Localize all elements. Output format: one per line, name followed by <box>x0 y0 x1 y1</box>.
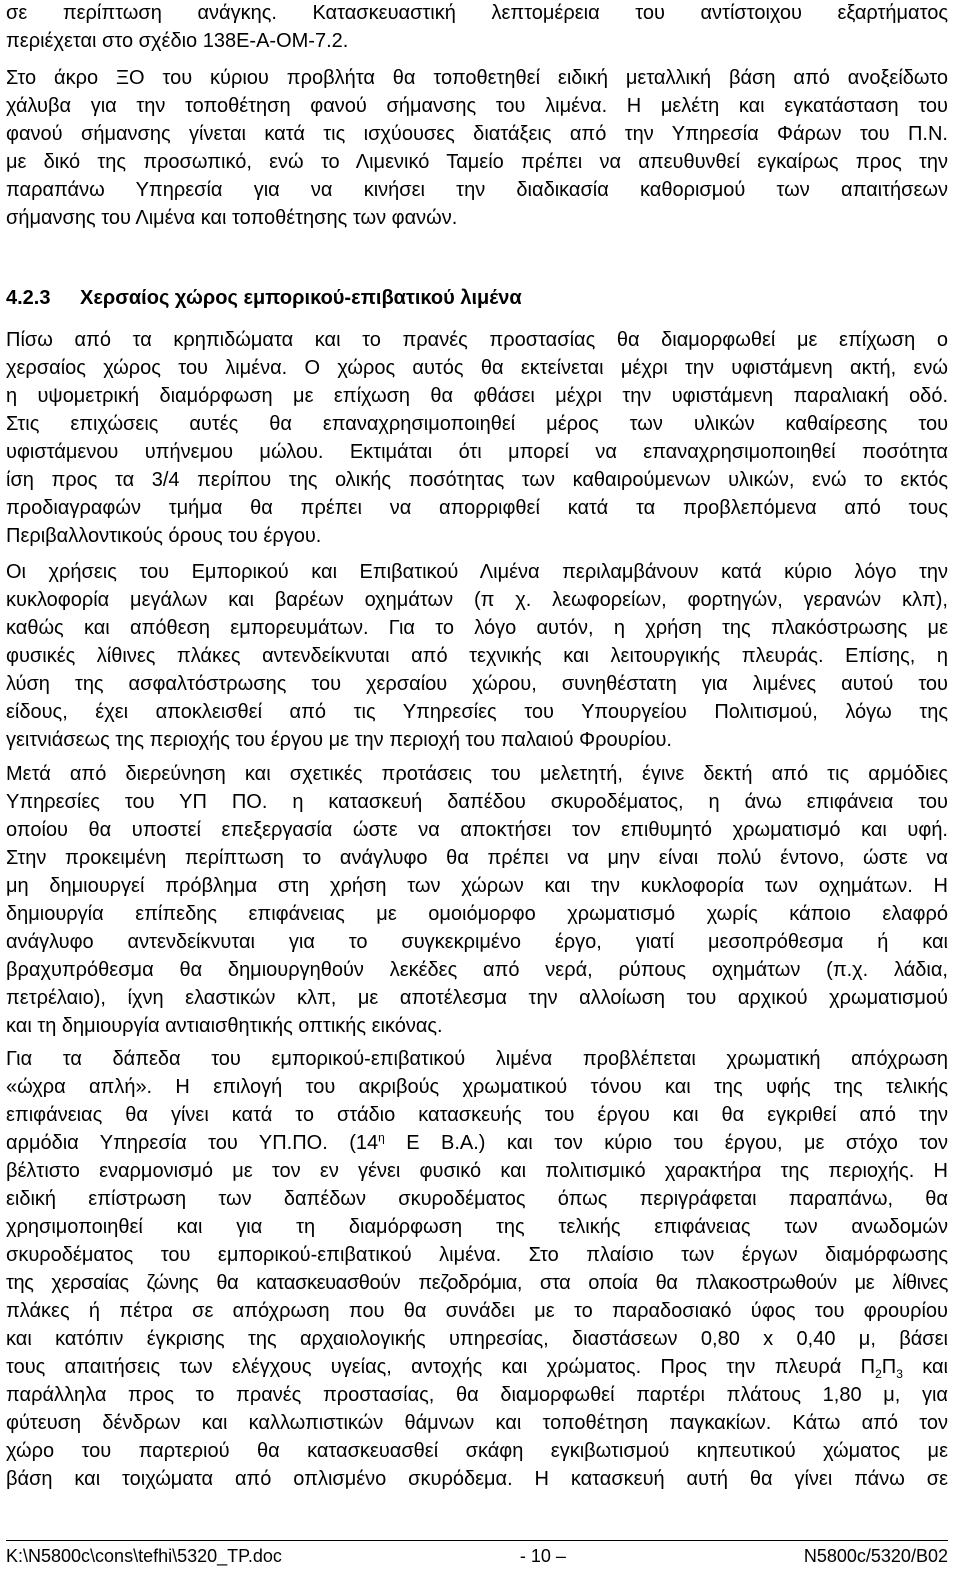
text-line: είδους, έχει αποκλεισθεί από τις Υπηρεσίες του Υπουργείου Πολιτισμού, λόγω της <box>6 701 948 723</box>
section-heading <box>6 284 948 312</box>
text-line: παραπάνω Υπηρεσία για να κινήσει την διαδικασία καθορισμού των απαιτήσεων <box>6 179 948 201</box>
text-line: Υπηρεσίες του ΥΠ ΠΟ. η κατασκευή δαπέδου σκυροδέματος, η άνω επιφάνεια του <box>6 791 948 813</box>
text-fragment: αρμόδια Υπηρεσία του ΥΠ.ΠΟ. (14 <box>6 1132 379 1154</box>
text-line: ίση προς τα 3/4 περίπου της ολικής ποσότητας των καθαιρούμενων υλικών, ενώ το εκτός <box>6 469 948 491</box>
section-number: 4.2.3 <box>6 287 51 309</box>
text-line: βραχυπρόθεσμα θα δημιουργηθούν λεκέδες από νερά, ρύπους οχημάτων (π.χ. λάδια, <box>6 959 948 981</box>
text-line: προδιαγραφών τμήμα θα πρέπει να απορριφθεί κατά τα προβλεπόμενα από τους <box>6 497 948 519</box>
research-paragraph <box>6 760 948 1040</box>
text-line: «ώχρα απλή». Η επιλογή του ακριβούς χρωματικού τόνου και της υφής της τελικής <box>6 1076 948 1098</box>
text-line: Για τα δάπεδα του εμπορικού-επιβατικού λιμένα προβλέπεται χρωματική απόχρωση <box>6 1048 948 1070</box>
subscript: 2 <box>875 1367 882 1381</box>
text-line: ανάγλυφο αντενδείκνυται για το συγκεκριμένο έργο, γιατί μεσοπρόθεσμα ή και <box>6 931 948 953</box>
intro-paragraph <box>6 0 948 55</box>
text-line: χρησιμοποιηθεί και για τη διαμόρφωση της τελικής επιφάνειας των ανωδομών <box>6 1216 948 1238</box>
text-line: καθώς και απόθεση εμπορευμάτων. Για το λόγο αυτόν, η χρήση της πλακόστρωσης με <box>6 617 948 639</box>
footer-page-number: - 10 – <box>519 1546 566 1566</box>
text-line: παράλληλα προς το πρανές προστασίας, θα διαμορφωθεί παρτέρι πλάτους 1,80 μ, για <box>6 1384 948 1406</box>
lighthouse-paragraph <box>6 64 948 232</box>
text-line: περιέχεται στο σχέδιο 138Ε-Α-ΟΜ-7.2. <box>6 30 349 52</box>
page-footer <box>6 1540 948 1569</box>
section-title: Χερσαίος χώρος εμπορικού-επιβατικού λιμένα <box>80 287 522 309</box>
text-line: Μετά από διερεύνηση και σχετικές προτάσεις του μελετητή, έγινε δεκτή από τις αρμόδιες <box>6 763 948 785</box>
text-line: και κατόπιν έγκρισης της αρχαιολογικής υπηρεσίας, διαστάσεων 0,80 x 0,40 μ, βάσει <box>6 1328 948 1350</box>
text-line: ειδική επίστρωση των δαπέδων σκυροδέματος όπως περιγράφεται παραπάνω, θα <box>6 1188 948 1210</box>
text-line: Στην προκειμένη περίπτωση το ανάγλυφο θα πρέπει να μην είναι πολύ έντονο, ώστε να <box>6 847 948 869</box>
text-line: χάλυβα για την τοποθέτηση φανού σήμανσης του λιμένα. Η μελέτη και εγκατάσταση του <box>6 95 948 117</box>
text-line: χερσαίος χώρος του λιμένα. Ο χώρος αυτός θα εκτείνεται μέχρι την υφιστάμενη ακτή, ενώ <box>6 357 948 379</box>
text-line: βέλτιστο εναρμονισμό με τον εν γένει φυσικό και πολιτισμικό χαρακτήρα της περιοχής. Η <box>6 1160 948 1182</box>
text-line: Οι χρήσεις του Εμπορικού και Επιβατικού Λιμένα περιλαμβάνουν κατά κύριο λόγο την <box>6 561 948 583</box>
text-fragment: Ε Β.Α.) και τον κύριο του έργου, με στόχο τον <box>384 1132 948 1154</box>
text-line: λύση της ασφαλτόστρωσης του χερσαίου χώρου, συνηθέστατη για λιμένες αυτού του <box>6 673 948 695</box>
footer-document-code: N5800c/5320/B02 <box>803 1546 948 1566</box>
text-line <box>6 1353 948 1381</box>
text-line: και τη δημιουργία αντιαισθητικής οπτικής εικόνας. <box>6 1015 443 1037</box>
text-line: οποίου θα υποστεί επεξεργασία ώστε να αποκτήσει τον επιθυμητό χρωματισμό και υφή. <box>6 819 948 841</box>
text-fragment: και <box>902 1356 948 1378</box>
text-line: σε περίπτωση ανάγκης. Κατασκευαστική λεπτομέρεια του αντίστοιχου εξαρτήματος <box>6 2 948 24</box>
footer-file-path: K:\N5800c\cons\tefhi\5320_TP.doc <box>6 1546 282 1566</box>
text-line: Στις επιχώσεις αυτές θα επαναχρησιμοποιηθεί μέρος των υλικών καθαίρεσης του <box>6 413 948 435</box>
text-fragment: τους απαιτήσεις των ελέγχους υγείας, αντοχής και χρώματος. Προς την πλευρά Π <box>6 1356 876 1378</box>
text-line <box>6 1129 948 1157</box>
text-line: φυσικές λίθινες πλάκες αντενδείκνυται από τεχνικής και λειτουργικής πλευράς. Επίσης, η <box>6 645 948 667</box>
text-line: πετρέλαιο), ίχνη ελαστικών κλπ, με αποτέλεσμα την αλλοίωση του αρχικού χρωματισμού <box>6 987 948 1009</box>
text-line: σκυροδέματος του εμπορικού-επιβατικού λιμένα. Στο πλαίσιο των έργων διαμόρφωσης <box>6 1244 948 1266</box>
floor-paragraph <box>6 1045 948 1493</box>
text-fragment: Π <box>881 1356 897 1378</box>
text-line: κυκλοφορία μεγάλων και βαρέων οχημάτων (π χ. λεωφορείων, φορτηγών, γερανών κλπ), <box>6 589 948 611</box>
text-line: Περιβαλλοντικούς όρους του έργου. <box>6 525 322 547</box>
text-line: βάση και τοιχώματα από οπλισμένο σκυρόδεμα. Η κατασκευή αυτή θα γίνει πάνω σε <box>6 1468 948 1490</box>
text-line: φανού σήμανσης γίνεται κατά τις ισχύουσες διατάξεις από την Υπηρεσία Φάρων του Π.Ν. <box>6 123 948 145</box>
text-line: της χερσαίας ζώνης θα κατασκευασθούν πεζοδρόμια, στα οποία θα πλακοστρωθούν με λίθινες <box>6 1272 948 1294</box>
text-line: μη δημιουργεί πρόβλημα στη χρήση των χώρων και την κυκλοφορία των οχημάτων. Η <box>6 875 948 897</box>
text-line: χώρο του παρτεριού θα κατασκευασθεί σκάφη εγκιβωτισμού κηπευτικού χώματος με <box>6 1440 948 1462</box>
superscript: η <box>378 1130 385 1145</box>
text-line: με δικό της προσωπικό, ενώ το Λιμενικό Ταμείο πρέπει να απευθυνθεί εγκαίρως προς την <box>6 151 948 173</box>
text-line: Στο άκρο ΞΟ του κύριου προβλήτα θα τοποθετηθεί ειδική μεταλλική βάση από ανοξείδωτο <box>6 67 948 89</box>
text-line: δημιουργία επίπεδης επιφάνειας με ομοιόμορφο χρωματισμό χωρίς κάποιο ελαφρό <box>6 903 948 925</box>
uses-paragraph <box>6 558 948 754</box>
text-line: γειτνιάσεως της περιοχής του έργου με την περιοχή του παλαιού Φρουρίου. <box>6 729 672 751</box>
text-line: επιφάνειας θα γίνει κατά το στάδιο κατασκευής του έργου και θα εγκριθεί από την <box>6 1104 948 1126</box>
text-line: φύτευση δένδρων και καλλωπιστικών θάμνων και τοποθέτηση παγκακίων. Κάτω από τον <box>6 1412 948 1434</box>
land-area-paragraph <box>6 326 948 550</box>
text-line: υφιστάμενου υπήνεμου μώλου. Εκτιμάται ότι μπορεί να επαναχρησιμοποιηθεί ποσότητα <box>6 441 948 463</box>
text-line: πλάκες ή πέτρα σε απόχρωση που θα συνάδει με το παραδοσιακό ύφος του φρουρίου <box>6 1300 948 1322</box>
subscript: 3 <box>896 1367 903 1381</box>
text-line: η υψομετρική διαμόρφωση με επίχωση θα φθάσει μέχρι την υφιστάμενη παραλιακή οδό. <box>6 385 948 407</box>
text-line: Πίσω από τα κρηπιδώματα και το πρανές προστασίας θα διαμορφωθεί με επίχωση ο <box>6 329 948 351</box>
text-line: σήμανσης του Λιμένα και τοποθέτησης των φανών. <box>6 207 458 229</box>
